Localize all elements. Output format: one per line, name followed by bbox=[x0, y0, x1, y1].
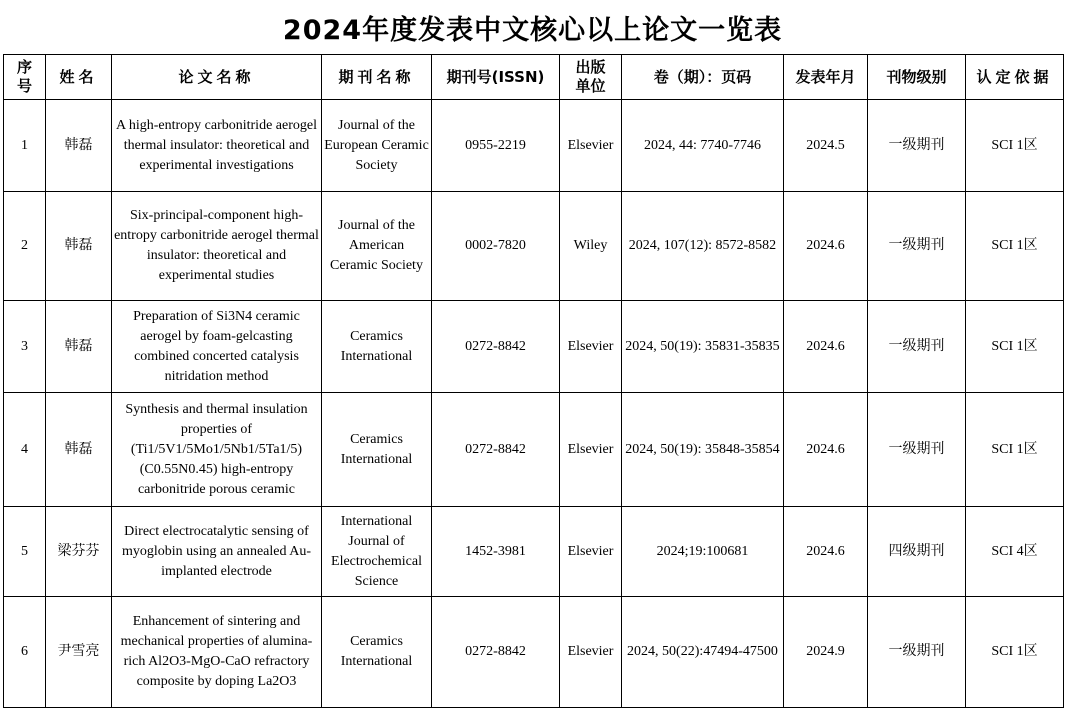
row-publisher: Wiley bbox=[560, 192, 622, 301]
header-volume: 卷（期）：页码 bbox=[622, 55, 784, 100]
row-issn: 0955-2219 bbox=[432, 100, 560, 192]
row-journal: Ceramics International bbox=[322, 301, 432, 393]
row-seq: 6 bbox=[4, 597, 46, 708]
row-level: 一级期刊 bbox=[868, 597, 966, 708]
row-paper-title: Preparation of Si3N4 ceramic aerogel by foam-gelcasting combined concerted catalysis nitridation method bbox=[112, 301, 322, 393]
row-volume: 2024, 50(22):47494-47500 bbox=[622, 597, 784, 708]
row-volume: 2024, 50(19): 35848-35854 bbox=[622, 393, 784, 507]
row-seq: 1 bbox=[4, 100, 46, 192]
row-publisher: Elsevier bbox=[560, 100, 622, 192]
header-paper: 论文名称 bbox=[112, 55, 322, 100]
header-publisher: 出版单位 bbox=[560, 55, 622, 100]
row-paper-title: Synthesis and thermal insulation properties of (Ti1/5V1/5Mo1/5Nb1/5Ta1/5)(C0.55N0.45) high-entropy carbonitride porous ceramic bbox=[112, 393, 322, 507]
row-basis: SCI 1区 bbox=[966, 301, 1064, 393]
table-row bbox=[4, 301, 1064, 393]
row-paper-title: A high-entropy carbonitride aerogel thermal insulator: theoretical and experimental investigations bbox=[112, 100, 322, 192]
table-row bbox=[4, 100, 1064, 192]
table-row bbox=[4, 192, 1064, 301]
row-paper-title: Direct electrocatalytic sensing of myoglobin using an annealed Au-implanted electrode bbox=[112, 507, 322, 597]
header-name: 姓名 bbox=[46, 55, 112, 100]
row-level: 一级期刊 bbox=[868, 192, 966, 301]
row-volume: 2024;19:100681 bbox=[622, 507, 784, 597]
row-author: 韩磊 bbox=[46, 301, 112, 393]
row-date: 2024.6 bbox=[784, 507, 868, 597]
row-level: 四级期刊 bbox=[868, 507, 966, 597]
row-seq: 5 bbox=[4, 507, 46, 597]
page-title: 2024年度发表中文核心以上论文一览表 bbox=[282, 14, 783, 46]
header-seq: 序号 bbox=[4, 55, 46, 100]
row-issn: 0272-8842 bbox=[432, 597, 560, 708]
header-basis: 认定依据 bbox=[966, 55, 1064, 100]
row-journal: Ceramics International bbox=[322, 393, 432, 507]
row-date: 2024.6 bbox=[784, 393, 868, 507]
row-date: 2024.5 bbox=[784, 100, 868, 192]
row-publisher: Elsevier bbox=[560, 393, 622, 507]
row-journal: Journal of the American Ceramic Society bbox=[322, 192, 432, 301]
row-basis: SCI 1区 bbox=[966, 192, 1064, 301]
row-author: 韩磊 bbox=[46, 393, 112, 507]
row-seq: 2 bbox=[4, 192, 46, 301]
row-issn: 0002-7820 bbox=[432, 192, 560, 301]
row-paper-title: Enhancement of sintering and mechanical properties of alumina-rich Al2O3-MgO-CaO refractory composite by doping La2O3 bbox=[112, 597, 322, 708]
header-date: 发表年月 bbox=[784, 55, 868, 100]
row-level: 一级期刊 bbox=[868, 393, 966, 507]
row-date: 2024.9 bbox=[784, 597, 868, 708]
row-issn: 1452-3981 bbox=[432, 507, 560, 597]
row-author: 梁芬芬 bbox=[46, 507, 112, 597]
row-date: 2024.6 bbox=[784, 301, 868, 393]
table-row bbox=[4, 597, 1064, 708]
row-journal: International Journal of Electrochemical Science bbox=[322, 507, 432, 597]
row-seq: 3 bbox=[4, 301, 46, 393]
row-basis: SCI 4区 bbox=[966, 507, 1064, 597]
row-basis: SCI 1区 bbox=[966, 597, 1064, 708]
row-journal: Ceramics International bbox=[322, 597, 432, 708]
papers-table bbox=[3, 54, 1064, 708]
row-date: 2024.6 bbox=[784, 192, 868, 301]
row-volume: 2024, 50(19): 35831-35835 bbox=[622, 301, 784, 393]
row-publisher: Elsevier bbox=[560, 507, 622, 597]
table-row bbox=[4, 507, 1064, 597]
header-journal: 期刊名称 bbox=[322, 55, 432, 100]
row-basis: SCI 1区 bbox=[966, 100, 1064, 192]
table-row bbox=[4, 393, 1064, 507]
row-issn: 0272-8842 bbox=[432, 393, 560, 507]
row-volume: 2024, 107(12): 8572-8582 bbox=[622, 192, 784, 301]
row-basis: SCI 1区 bbox=[966, 393, 1064, 507]
row-paper-title: Six-principal-component high-entropy carbonitride aerogel thermal insulator: theoretical and experimental studies bbox=[112, 192, 322, 301]
row-author: 尹雪亮 bbox=[46, 597, 112, 708]
row-level: 一级期刊 bbox=[868, 301, 966, 393]
row-volume: 2024, 44: 7740-7746 bbox=[622, 100, 784, 192]
row-level: 一级期刊 bbox=[868, 100, 966, 192]
header-issn: 期刊号(ISSN) bbox=[432, 55, 560, 100]
row-author: 韩磊 bbox=[46, 192, 112, 301]
row-seq: 4 bbox=[4, 393, 46, 507]
row-journal: Journal of the European Ceramic Society bbox=[322, 100, 432, 192]
row-author: 韩磊 bbox=[46, 100, 112, 192]
header-level: 刊物级别 bbox=[868, 55, 966, 100]
row-publisher: Elsevier bbox=[560, 597, 622, 708]
header-row bbox=[4, 55, 1064, 100]
row-issn: 0272-8842 bbox=[432, 301, 560, 393]
row-publisher: Elsevier bbox=[560, 301, 622, 393]
